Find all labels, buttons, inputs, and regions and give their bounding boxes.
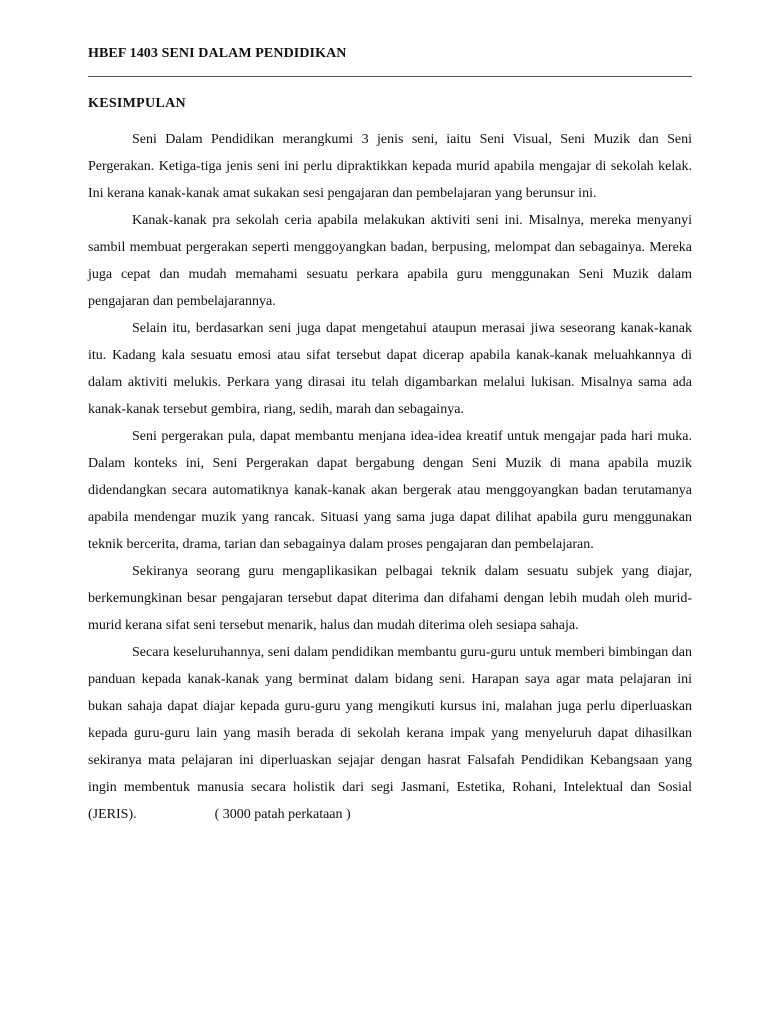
paragraph-5: Sekiranya seorang guru mengaplikasikan pelbagai teknik dalam sesuatu subjek yang diajar, berkemungkinan besar pengajaran tersebut dapat diterima dan difahami dengan lebih mudah oleh murid-murid kerana sifat seni tersebut menarik, halus dan mudah diterima oleh sesiapa sahaja.: [88, 564, 692, 633]
paragraph-2: Kanak-kanak pra sekolah ceria apabila melakukan aktiviti seni ini. Misalnya, mereka menyanyi sambil membuat pergerakan seperti menggoyangkan badan, berpusing, melompat dan sebagainya. Mereka juga cepat dan mudah memahami sesuatu perkara apabila guru menggunakan Seni Muzik dalam pengajaran dan pembelajarannya.: [88, 213, 692, 309]
paragraph-1: Seni Dalam Pendidikan merangkumi 3 jenis seni, iaitu Seni Visual, Seni Muzik dan Seni Pergerakan. Ketiga-tiga jenis seni ini perlu dipraktikkan kepada murid apabila mengajar di sekolah kelak. Ini kerana kanak-kanak amat sukakan sesi pengajaran dan pembelajaran yang berunsur ini.: [88, 132, 692, 201]
paragraph-6: [88, 639, 692, 828]
word-count-note: ( 3000 patah perkataan ): [214, 807, 351, 822]
header-divider: [88, 76, 692, 77]
header-title: HBEF 1403 SENI DALAM PENDIDIKAN: [88, 46, 347, 61]
paragraph-6-text: Secara keseluruhannya, seni dalam pendidikan membantu guru-guru untuk memberi bimbingan dan panduan kepada kanak-kanak yang berminat dalam bidang seni. Harapan saya agar mata pelajaran ini bukan sahaja dapat diajar kepada guru-guru yang mengikuti kursus ini, malahan juga perlu diperluaskan kepada guru-guru lain yang masih berada di sekolah kerana impak yang menyeluruh dapat dihasilkan sekiranya mata pelajaran ini diperluaskan sejajar dengan hasrat Falsafah Pendidikan Kebangsaan yang ingin membentuk manusia secara holistik dari segi Jasmani, Estetika, Rohani, Intelektual dan Sosial (JERIS).: [88, 645, 692, 822]
body-text: [88, 126, 692, 828]
paragraph-3: Selain itu, berdasarkan seni juga dapat mengetahui ataupun merasai jiwa seseorang kanak-kanak itu. Kadang kala sesuatu emosi atau sifat tersebut dapat dicerap apabila kanak-kanak meluahkannya di dalam aktiviti melukis. Perkara yang dirasai itu telah digambarkan melalui lukisan. Misalnya sama ada kanak-kanak tersebut gembira, riang, sedih, marah dan sebagainya.: [88, 321, 692, 417]
section-heading: KESIMPULAN: [88, 96, 186, 111]
paragraph-4: Seni pergerakan pula, dapat membantu menjana idea-idea kreatif untuk mengajar pada hari muka. Dalam konteks ini, Seni Pergerakan dapat bergabung dengan Seni Muzik di mana apabila muzik didendangkan secara automatiknya kanak-kanak akan bergerak atau menggoyangkan badan terutamanya apabila mendengar muzik yang rancak. Situasi yang sama juga dapat dilihat apabila guru menggunakan teknik bercerita, drama, tarian dan sebagainya dalam proses pengajaran dan pembelajaran.: [88, 429, 692, 552]
